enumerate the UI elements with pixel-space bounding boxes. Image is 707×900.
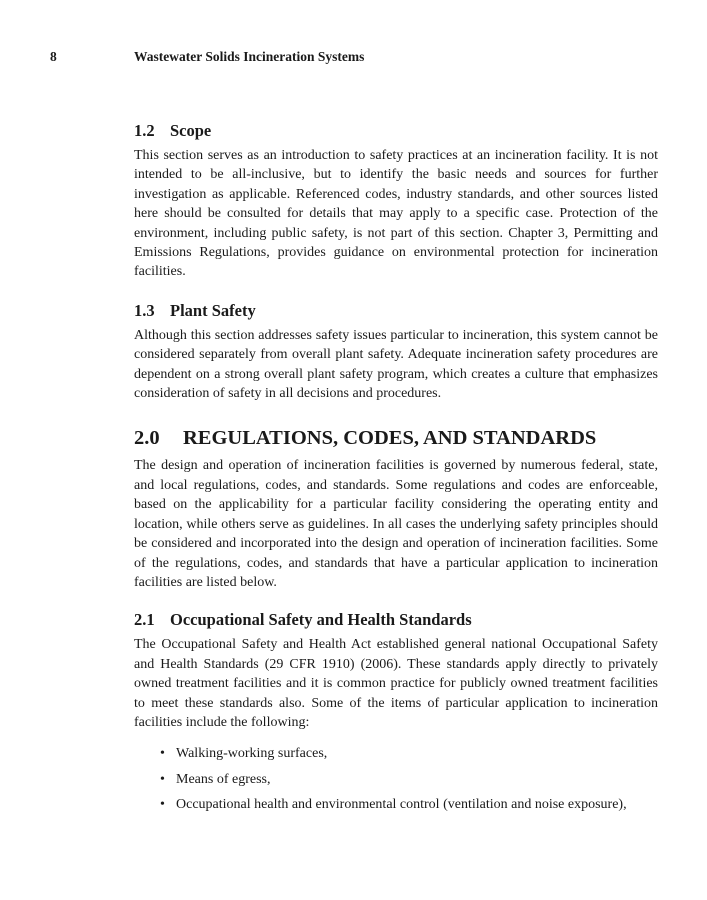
list-item-text: Means of egress,: [176, 771, 271, 787]
section-title: Plant Safety: [170, 300, 256, 320]
list-item-text: Walking-working surfaces,: [176, 746, 328, 762]
section-number: 2.0: [134, 427, 160, 450]
section-number: 2.1: [134, 610, 155, 630]
list-item: [134, 744, 658, 763]
section-number: 1.3: [134, 300, 155, 320]
bullet-icon: •: [160, 771, 165, 787]
list-item-text: Occupational health and environmental control (ventilation and noise exposure),: [176, 797, 627, 813]
running-title: Wastewater Solids Incineration Systems: [134, 49, 365, 64]
list-item: [134, 770, 658, 789]
section-heading-plant-safety: [134, 300, 658, 322]
bullet-list: [134, 744, 658, 814]
list-item: [134, 795, 658, 814]
section-heading-regulations: [134, 425, 658, 451]
paragraph-regulations: The design and operation of incineration facilities is governed by numerous federal, state, and local regulations, codes, and standards. Some regulations and codes are enforceable, based on the applicability for a particular facility considering the operating entity and location, while others serve as guidelines. In all cases the underlying safety principles should be considered and incorporated into the design and operation of incineration facilities. Some of the regulations, codes, and standards that have a particular application to incineration facilities are listed below.: [134, 458, 658, 590]
section-number: 1.2: [134, 121, 155, 140]
section-title: Scope: [170, 121, 212, 140]
page-content: [134, 120, 658, 821]
section-heading-osha: [134, 609, 658, 631]
paragraph-scope: This section serves as an introduction to safety practices at an incineration facility. It is not intended to be all-inclusive, but to identify the basic needs and sources for further investigation as applicable. Referenced codes, industry standards, and other sources listed here should be consulted for details that may apply to a specific case. Protection of the environment, including public safety, is not part of this section. Chapter 3, Permitting and Emissions Regulations, provides guidance on environmental protection for incineration facilities.: [134, 148, 658, 280]
paragraph-osha: The Occupational Safety and Health Act established general national Occupational Safety and Health Standards (29 CFR 1910) (2006). These standards apply directly to privately owned treatment facilities and it is common practice for publicly owned treatment facilities to meet these standards also. Some of the items of particular application to incineration facilities include the following:: [134, 637, 658, 730]
running-head: [0, 49, 707, 69]
bullet-icon: •: [160, 797, 165, 813]
bullet-icon: •: [160, 746, 165, 762]
section-title: Occupational Safety and Health Standards: [170, 610, 472, 630]
section-heading-scope: [134, 120, 658, 142]
page-number: 8: [50, 49, 57, 64]
section-title: REGULATIONS, CODES, AND STANDARDS: [183, 427, 597, 450]
paragraph-plant-safety: Although this section addresses safety issues particular to incineration, this system cannot be considered separately from overall plant safety. Adequate incineration safety procedures are dependent on a strong overall plant safety program, which creates a culture that emphasizes consideration of safety in all decisions and procedures.: [134, 327, 658, 402]
